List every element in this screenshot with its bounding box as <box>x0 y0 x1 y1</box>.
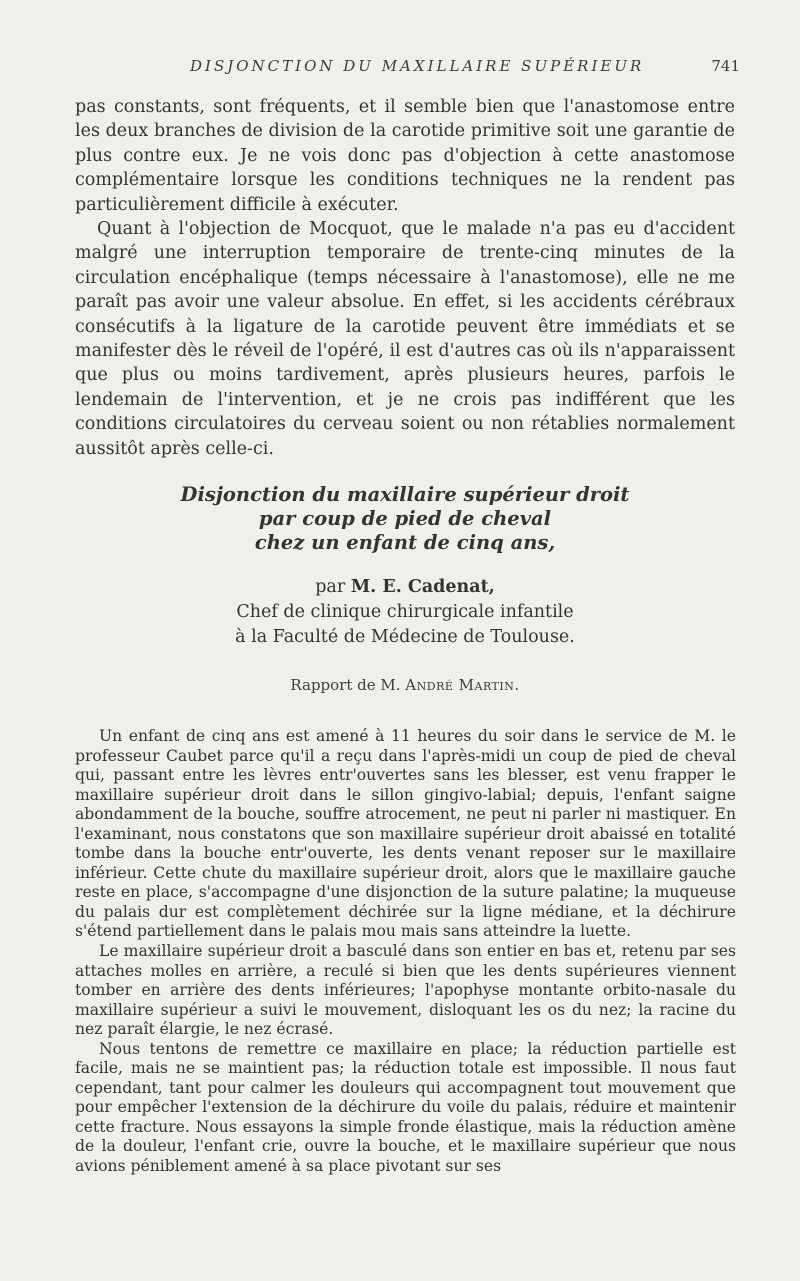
running-head: DISJONCTION DU MAXILLAIRE SUPÉRIEUR <box>190 57 645 75</box>
report-prefix: Rapport de M. <box>290 676 401 694</box>
page-number: 741 <box>711 57 740 75</box>
author-line <box>100 575 710 600</box>
paragraph: Le maxillaire supérieur droit a basculé dans son entier en bas et, retenu par ses attaches molles en arrière, a reculé si bien que les dents supérieures viennent tomber en arrière des dents inférieures; l'apophyse montante orbito-nasale du maxillaire supérieur a suivi le mouvement, disloquant les os du nez; la racine du nez paraît élargie, le nez écrasé. <box>75 942 736 1039</box>
article-title <box>100 483 710 555</box>
author-affiliation: à la Faculté de Médecine de Toulouse. <box>235 627 575 647</box>
author-block <box>100 575 710 650</box>
paragraph: Nous tentons de remettre ce maxillaire en place; la réduction partielle est facile, mais ne se maintient pas; la réduction totale est impossible. Il nous faut cependant, tant pour calmer les douleurs qui accompagnent tout mouvement que pour empêcher l'extension de la déchirure du voile du palais, réduire et maintenir cette fracture. Nous essayons la simple fronde élastique, mais la réduction amène de la douleur, l'enfant crie, ouvre la bouche, et le maxillaire supérieur que nous avions péniblement amené à sa place pivotant sur ses <box>75 1039 736 1176</box>
body-text-top <box>75 95 735 461</box>
author-title: Chef de clinique chirurgicale infantile <box>236 602 574 622</box>
paragraph: Quant à l'objection de Mocquot, que le malade n'a pas eu d'accident malgré une interruption temporaire de trente-cinq minutes de la circulation encéphalique (temps nécessaire à l'anastomose), elle ne me paraît pas avoir une valeur absolue. En effet, si les accidents cérébraux consécutifs à la ligature de la carotide peuvent être immédiats et se manifester dès le réveil de l'opéré, il est d'autres cas où ils n'apparaissent que plus ou moins tardivement, après plusieurs heures, parfois le lendemain de l'intervention, et je ne crois pas indifférent que les conditions circulatoires du cerveau soient ou non rétablies normalement aussitôt après celle-ci. <box>75 219 735 459</box>
body-text-bottom <box>75 727 736 1177</box>
author-name: M. E. Cadenat, <box>350 577 495 597</box>
author-prefix: par <box>315 577 346 597</box>
report-name: André Martin. <box>405 676 520 694</box>
article-title-line: par coup de pied de cheval <box>258 507 552 530</box>
article-title-line: chez un enfant de cinq ans, <box>254 531 556 554</box>
paragraph: pas constants, sont fréquents, et il semble bien que l'anastomose entre les deux branches de division de la carotide primitive soit une garantie de plus contre eux. Je ne vois donc pas d'objection à cette anastomose complémentaire lorsque les conditions techniques ne la rendent pas particulièrement difficile à exécuter. <box>75 97 735 215</box>
paragraph: Un enfant de cinq ans est amené à 11 heures du soir dans le service de M. le professeur Caubet parce qu'il a reçu dans l'après-midi un coup de pied de cheval qui, passant entre les lèvres entr'ouvertes sans les blesser, est venu frapper le maxillaire supérieur droit dans le sillon gingivo-labial; depuis, l'enfant saigne abondamment de la bouche, souffre atrocement, ne peut ni parler ni mastiquer. En l'examinant, nous constatons que son maxillaire supérieur droit abaissé en totalité tombe dans la bouche entr'ouverte, les dents venant reposer sur le maxillaire inférieur. Cette chute du maxillaire supérieur droit, alors que le maxillaire gauche reste en place, s'accompagne d'une disjonction de la suture palatine; la muqueuse du palais dur est complètement déchirée sur la ligne médiane, et la déchirure s'étend partiellement dans le palais mou mais sans atteindre la luette. <box>75 727 736 941</box>
article-title-line: Disjonction du maxillaire supérieur droit <box>180 483 630 506</box>
report-line <box>100 676 710 694</box>
